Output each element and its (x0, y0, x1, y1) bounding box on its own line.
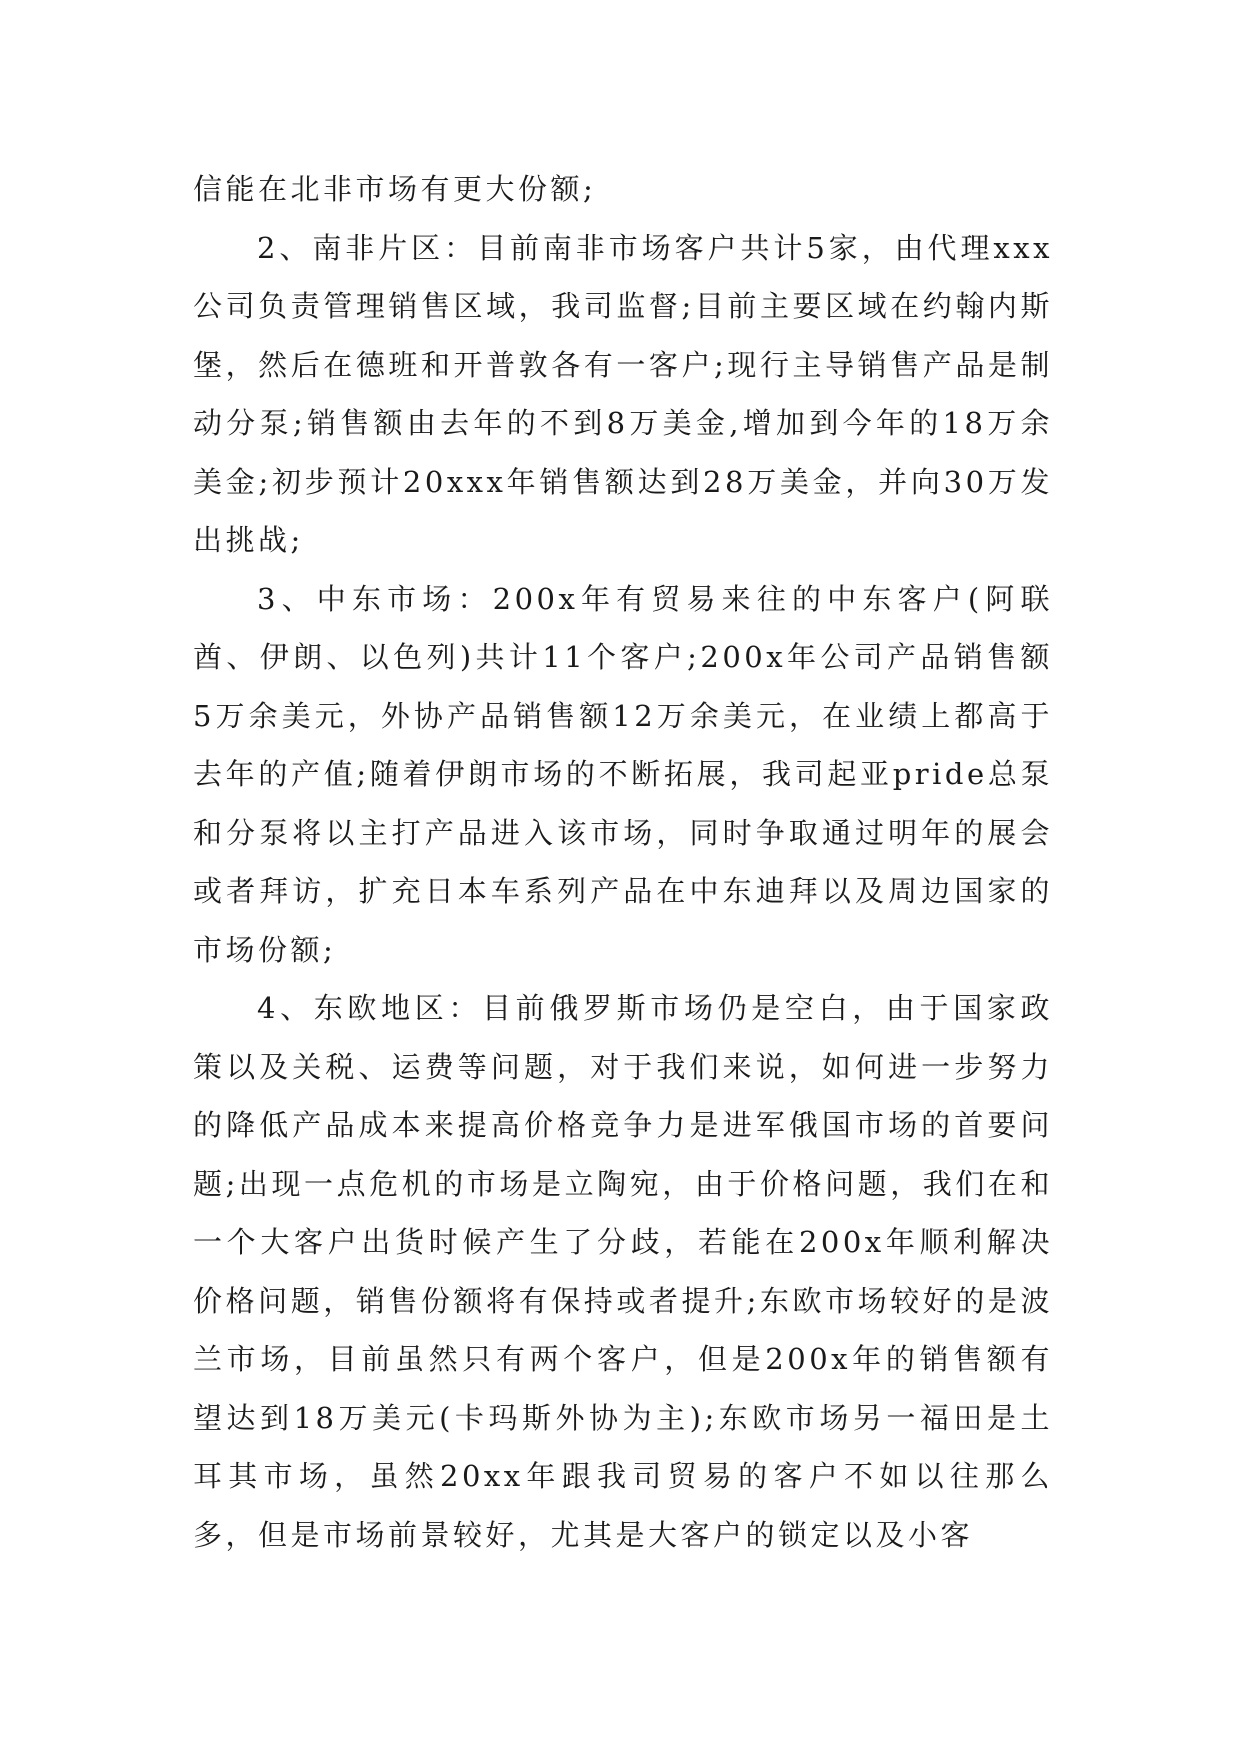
paragraph-south-africa: 2、南非片区：目前南非市场客户共计5家，由代理xxx公司负责管理销售区域，我司监督;目前主要区域在约翰内斯堡，然后在德班和开普敦各有一客户;现行主导销售产品是制动分泵;销售额由去年的不到8万美金,增加到今年的18万余美金;初步预计20xxx年销售额达到28万美金，并向30万发出挑战; (193, 230, 1053, 557)
paragraph-middle-east: 3、中东市场：200x年有贸易来往的中东客户(阿联酋、伊朗、以色列)共计11个客户;200x年公司产品销售额5万余美元，外协产品销售额12万余美元，在业绩上都高于去年的产值;随着伊朗市场的不断拓展，我司起亚pride总泵和分泵将以主打产品进入该市场，同时争取通过明年的展会或者拜访，扩充日本车系列产品在中东迪拜以及周边国家的市场份额; (193, 581, 1053, 967)
paragraph-north-africa-continued: 信能在北非市场有更大份额; (193, 172, 597, 206)
paragraph-eastern-europe: 4、东欧地区：目前俄罗斯市场仍是空白，由于国家政策以及关税、运费等问题，对于我们来说，如何进一步努力的降低产品成本来提高价格竞争力是进军俄国市场的首要问题;出现一点危机的市场是立陶宛，由于价格问题，我们在和一个大客户出货时候产生了分歧，若能在200x年顺利解决价格问题，销售份额将有保持或者提升;东欧市场较好的是波兰市场，目前虽然只有两个客户，但是200x年的销售额有望达到18万美元(卡玛斯外协为主);东欧市场另一福田是土耳其市场，虽然20xx年跟我司贸易的客户不如以往那么多，但是市场前景较好，尤其是大客户的锁定以及小客 (193, 991, 1053, 1552)
document-body (193, 160, 1053, 1564)
